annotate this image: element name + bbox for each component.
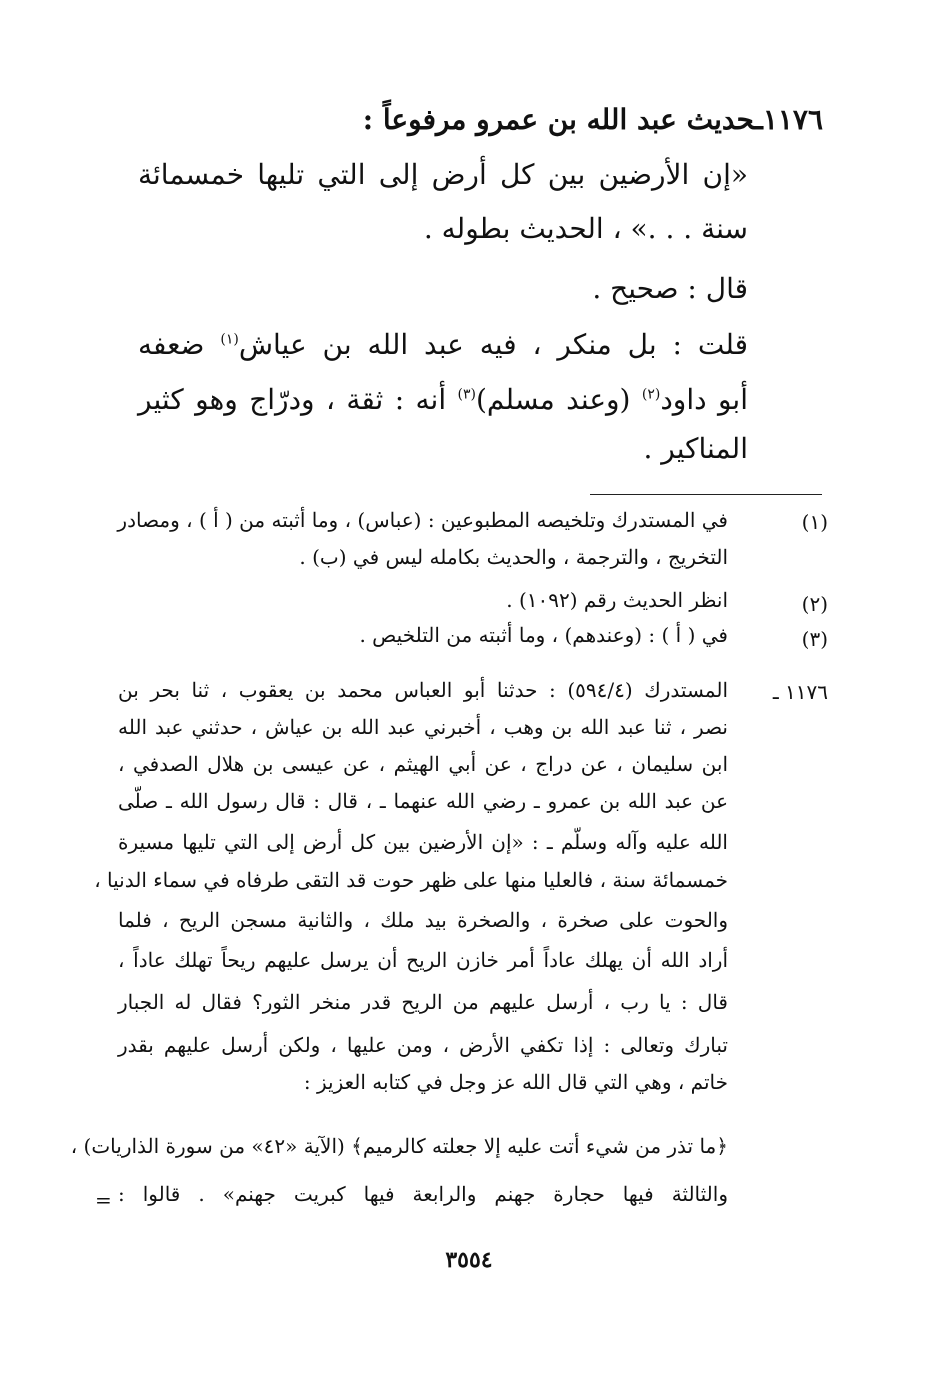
takhrij-number: ١١٧٦ ـ [772,680,828,704]
takhrij-line: الله عليه وآله وسلّم ـ : «إن الأرضين بين كل أرض إلى التي تليها مسيرة [118,830,728,854]
takhrij-line: والحوت على صخرة ، والصخرة بيد ملك ، والثانية مسجن الريح ، فلما [118,908,728,932]
takhrij-line: ابن سليمان ، عن دراج ، عن أبي الهيثم ، عن عيسى بن هلال الصدفي ، [118,752,728,776]
critique-line-3: المناكير . [643,432,748,465]
footnote-ref-2: (٢) [641,386,661,403]
footnote-line: انظر الحديث رقم (١٠٩٢) . [506,588,728,612]
page-number: ٣٥٥٤ [445,1247,493,1273]
takhrij-line: تبارك وتعالى : إذا تكفي الأرض ، ومن عليها ، ولكن أرسل عليهم بقدر [118,1033,728,1057]
verdict-line: قال : صحيح . [592,272,748,305]
takhrij-line: خمسمائة سنة ، فالعليا منها على ظهر حوت قد التقى طرفاه في سماء الدنيا ، [94,868,728,892]
takhrij-line: المستدرك (٥٩٤/٤) : حدثنا أبو العباس محمد بن يعقوب ، ثنا بحر بن [118,678,729,702]
quran-verse: ﴿ما تذر من شيء أتت عليه إلا جعلته كالرميم﴾ (الآية «٤٢» من سورة الذاريات) ، [70,1134,728,1158]
critique-line-1: قلت : بل منكر ، فيه عبد الله بن عياش$^{(١)}$ ضعفه [138,328,748,361]
critique-line-2: أبو داود$^{(٢)}$ (وعند مسلم)$^{(٣)}$ أنه : ثقة ، ودرّاج وهو كثير [138,383,748,416]
hadith-number: ١١٧٦ [762,103,823,136]
footnote-number: (٣) [801,627,828,651]
footnote-number: (١) [801,510,828,534]
footnote-line: في ( أ ) : (وعندهم) ، وما أثبته من التلخيص . [359,623,728,647]
footnote-line: في المستدرك وتلخيصه المطبوعين : (عباس) ، وما أثبته من ( أ ) ، ومصادر [117,508,728,532]
footnote-line: التخريج ، والترجمة ، والحديث بكامله ليس في (ب) . [299,545,728,569]
takhrij-line: أراد الله أن يهلك عاداً أمر خازن الريح أن يرسل عليهم ريحاً تهلك عاداً ، [118,948,728,972]
takhrij-line: قال : يا رب ، أرسل عليهم من الريح قدر منخر الثور؟ فقال له الجبار [118,990,728,1014]
footnote-ref-1: (١) [220,331,239,348]
footnote-divider [590,494,822,495]
quote-line-1: «إن الأرضين بين كل أرض إلى التي تليها خمسمائة [138,158,748,191]
footnote-ref-3: (٣) [457,386,476,403]
hadith-heading: ١١٧٦ـحديث عبد الله بن عمرو مرفوعاً : [362,103,823,136]
takhrij-line: نصر ، ثنا عبد الله بن وهب ، أخبرني عبد الله بن عياش ، حدثني عبد الله [118,715,728,739]
takhrij-line: خاتم ، وهي التي قال الله عز وجل في كتابه العزيز : [303,1070,728,1094]
continuation-mark: = [95,1188,112,1212]
takhrij-last-line: والثالثة فيها حجارة جهنم والرابعة فيها كبريت جهنم» . قالوا : [118,1182,728,1206]
hadith-title: حديث عبد الله بن عمرو مرفوعاً : [362,103,755,136]
quote-line-2: سنة . . .» ، الحديث بطوله . [423,212,748,245]
footnote-number: (٢) [801,592,828,616]
takhrij-line: عن عبد الله بن عمرو ـ رضي الله عنهما ـ ، قال : قال رسول الله ـ صلّى [118,789,728,813]
